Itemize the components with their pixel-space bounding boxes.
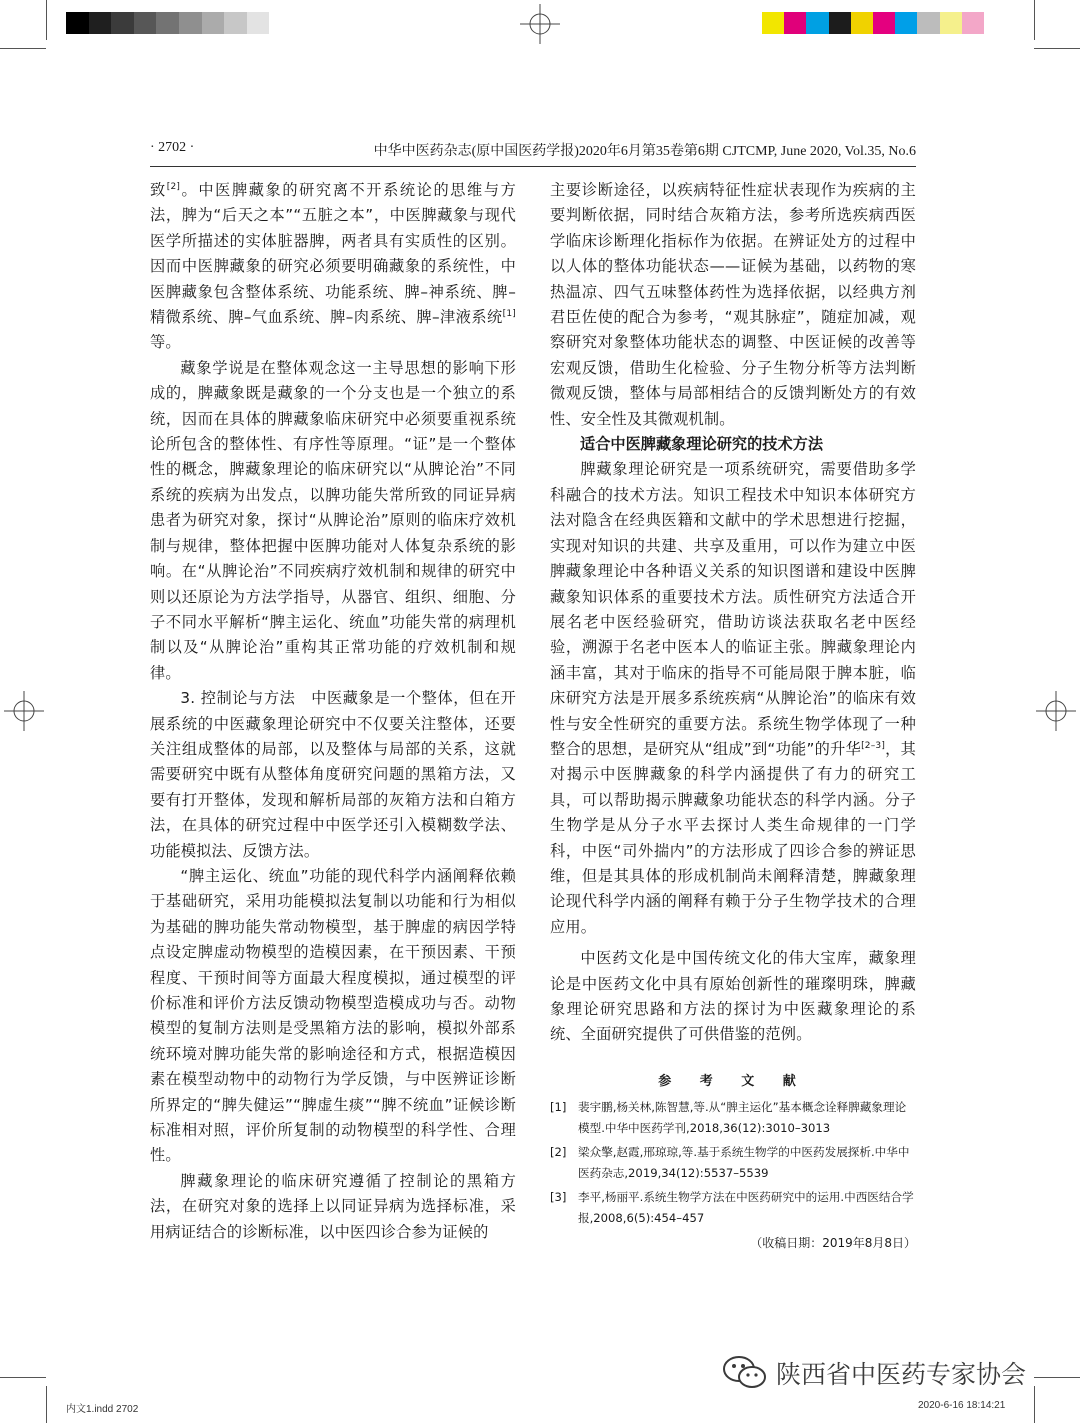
wechat-watermark <box>722 1354 1026 1392</box>
calibration-swatch <box>917 12 939 34</box>
file-slug: 内文1.indd 2702 <box>66 1404 139 1415</box>
calibration-swatch <box>806 12 828 34</box>
calibration-swatch <box>762 12 784 34</box>
calibration-swatch <box>111 12 134 34</box>
paragraph: 脾藏象理论的临床研究遵循了控制论的黑箱方法，在研究对象的选择上以同证异病为选择标准，采用病证结合的诊断标准，以中医四诊合参为证候的 <box>150 1171 516 1241</box>
reference-item: [2] 梁众擎,赵霞,邢琼琼,等.基于系统生物学的中医药发展探析.中华中医药杂志,2019,34(12):5537–5539 <box>550 1144 910 1181</box>
paragraph: “脾主运化、统血”功能的现代科学内涵阐释依赖于基础研究，采用功能模拟法复制以功能和行为相似为基础的脾功能失常动物模型，基于脾虚的病因学特点设定脾虚动物模型的造模因素，在干预因素、干预程度、干预时间等方面最大程度模拟，通过模型的评价标准和评价方法反馈动物模型造模成功与否。动物模型的复制方法则是受黑箱方法的影响，模拟外部系统环境对脾功能失常的影响途径和方式，根据造模因素在模型动物中的动物行为学反馈，与中医辨证诊断所界定的“脾失健运”“脾虚生痰”“脾不统血”证候诊断标准相对照，评价所复制的动物模型的科学性、合理性。 <box>150 866 516 1165</box>
registration-mark-icon <box>1036 691 1076 731</box>
calibration-swatch <box>895 12 917 34</box>
journal-citation: 中华中医药杂志(原中国医药学报)2020年6月第35卷第6期 CJTCMP, June 2020, Vol.35, No.6 <box>373 144 916 159</box>
calibration-swatch <box>156 12 179 34</box>
reference-item: [3] 李平,杨丽平.系统生物学方法在中医药研究中的运用.中西医结合学报,2008,6(5):454–457 <box>550 1189 914 1226</box>
right-column <box>550 178 916 1251</box>
calibration-swatch <box>873 12 895 34</box>
citation: [2] <box>166 181 181 192</box>
crop-mark <box>1034 1386 1035 1423</box>
paragraph: 中医药文化是中国传统文化的伟大宝库，藏象理论是中医药文化中具有原始创新性的璀璨明珠，脾藏象理论研究思路和方法的探讨为中医藏象理论的系统、全面研究提供了可供借鉴的范例。 <box>550 949 916 1044</box>
running-header <box>150 140 916 160</box>
watermark-text: 陕西省中医药专家协会 <box>776 1360 1027 1389</box>
registration-mark-icon <box>520 4 560 44</box>
calibration-swatch <box>247 12 270 34</box>
crop-mark <box>1034 1377 1080 1378</box>
grayscale-calibration-bar <box>66 12 292 34</box>
calibration-swatch <box>66 12 89 34</box>
calibration-swatch <box>940 12 962 34</box>
calibration-swatch <box>784 12 806 34</box>
section-heading: 适合中医脾藏象理论研究的技术方法 <box>580 435 823 454</box>
received-date: （收稿日期：2019年8月8日） <box>750 1235 916 1250</box>
references-heading: 参 考 文 献 <box>658 1073 808 1089</box>
paragraph: 3. 控制论与方法 中医藏象是一个整体，但在开展系统的中医藏象理论研究中不仅要关注整体，还要关注组成整体的局部，以及整体与局部的关系，这就需要研究中既有从整体角度研究问题的黑箱方法，又要有打开整体，发现和解析局部的灰箱方法和白箱方法，在具体的研究过程中中医学还引入模糊数学法、功能模拟法、反馈方法。 <box>150 689 516 860</box>
calibration-swatch <box>202 12 225 34</box>
wechat-icon <box>722 1354 768 1392</box>
paragraph: 主要诊断途径，以疾病特征性症状表现作为疾病的主要判断依据，同时结合灰箱方法，参考所选疾病西医学临床诊断理化指标作为依据。在辨证处方的过程中以人体的整体功能状态——证候为基础，以药物的寒热温凉、四气五味整体药性为选择依据，以经典方剂君臣佐使的配合为参考，“观其脉症”，随症加减，观察研究对象整体功能状态的调整、中医证候的改善等宏观反馈，借助生化检验、分子生物分析等方法判断微观反馈，整体与局部相结合的反馈判断处方的有效性、安全性及其微观机制。 <box>550 181 916 428</box>
crop-mark <box>0 1377 46 1378</box>
calibration-swatch <box>179 12 202 34</box>
paragraph: 致[2]。中医脾藏象的研究离不开系统论的思维与方法，脾为“后天之本”“五脏之本”，中医脾藏象与现代医学所描述的实体脏器脾，两者具有实质性的区别。因而中医脾藏象的研究必须要明确藏象的系统性，中医脾藏象包含整体系统、功能系统、脾–神系统、脾–精微系统、脾–气血系统、脾–肉系统、脾–津液系统[1]等。 <box>150 181 517 352</box>
citation: [2–3] <box>861 740 886 751</box>
calibration-swatch <box>829 12 851 34</box>
paragraph: 藏象学说是在整体观念这一主导思想的影响下形成的，脾藏象既是藏象的一个分支也是一个独立的系统，因而在具体的脾藏象临床研究中必须要重视系统论所包含的整体性、有序性等原理。“证”是一个整体性的概念，脾藏象理论的临床研究以“从脾论治”不同系统的疾病为出发点，以脾功能失常所致的同证异病患者为研究对象，探讨“从脾论治”原则的临床疗效机制与规律，整体把握中医脾功能对人体复杂系统的影响。在“从脾论治”不同疾病疗效机制和规律的研究中则以还原论为方法学指导，从器官、组织、细胞、分子不同水平解析“脾主运化、统血”功能失常的病理机制以及“从脾论治”重构其正常功能的疗效机制和规律。 <box>150 358 516 682</box>
calibration-swatch <box>851 12 873 34</box>
registration-mark-icon <box>4 691 44 731</box>
calibration-swatch <box>89 12 112 34</box>
left-column <box>150 178 516 1245</box>
crop-mark <box>1034 0 1035 40</box>
crop-mark <box>46 0 47 40</box>
calibration-swatch <box>134 12 157 34</box>
citation: [1] <box>502 308 516 319</box>
color-calibration-bar <box>762 12 984 34</box>
calibration-swatch <box>962 12 984 34</box>
page-number: · 2702 · <box>150 140 195 155</box>
calibration-swatch <box>224 12 247 34</box>
crop-mark <box>46 1386 47 1423</box>
header-rule <box>150 166 916 167</box>
paragraph: 脾藏象理论研究是一项系统研究，需要借助多学科融合的技术方法。知识工程技术中知识本体研究方法对隐含在经典医籍和文献中的学术思想进行挖掘，实现对知识的共建、共享及重用，可以作为建立中医脾藏象理论中各种语义关系的知识图谱和建设中医脾藏象知识体系的重要技术方法。质性研究方法适合开展名老中医经验研究，借助访谈法获取名老中医经验，溯源于名老中医本人的临证主张。脾藏象理论内涵丰富，其对于临床的指导不可能局限于脾本脏，临床研究方法是开展多系统疾病“从脾论治”的临床有效性与安全性研究的重要方法。系统生物学体现了一种整合的思想，是研究从“组成”到“功能”的升华[2–3]，其对揭示中医脾藏象的科学内涵提供了有力的研究工具，可以帮助揭示脾藏象功能状态的科学内涵。分子生物学是从分子水平去探讨人类生命规律的一门学科，中医“司外揣内”的方法形成了四诊合参的辨证思维，但是其具体的形成机制尚未阐释清楚，脾藏象理论现代科学内涵的阐释有赖于分子生物学技术的合理应用。 <box>550 460 917 936</box>
reference-item: [1] 裴宇鹏,杨关林,陈智慧,等.从“脾主运化”基本概念诠释脾藏象理论模型.中华中医药学刊,2018,36(12):3010–3013 <box>550 1099 907 1136</box>
calibration-swatch <box>269 12 292 34</box>
crop-mark <box>0 48 46 49</box>
print-timestamp: 2020-6-16 18:14:21 <box>918 1400 1006 1411</box>
crop-mark <box>1034 48 1080 49</box>
